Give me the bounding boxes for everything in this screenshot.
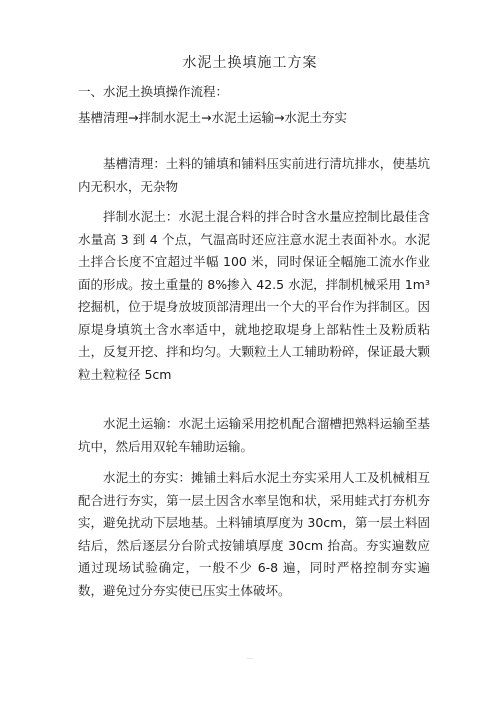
paragraph-compaction: 水泥土的夯实：摊铺土料后水泥土夯实采用人工及机械相互配合进行夯实，第一层土因含水率呈饱和状，采用蛙式打夯机夯实，避免扰动下层地基。土料铺填厚度为 30cm，第一层土料固结后，然后逐层分台阶式按铺填厚度 30cm 抬高。夯实遍数应通过现场试验确定，一般不少 6-8 遍，同时严格控制夯实遍数，避免过分夯实使已压实土体破坏。: [78, 470, 430, 598]
section-heading: 一、水泥土换填操作流程：: [78, 84, 229, 99]
paragraph-mixing: 拌制水泥土：水泥土混合料的拌合时含水量应控制比最佳含水量高 3 到 4 个点，气温高时还应注意水泥土表面补水。水泥土拌合长度不宜超过半幅 100 米，同时保证全幅施工流水作业面的形成。按土重量的 8%掺入 42.5 水泥，拌制机械采用 1m³ 挖掘机，位于堤身放坡顶部清理出一个大的平台作为拌制区。因原堤身填筑土含水率适中，就地挖取堤身上部粘性土及粉质粘土，反复开挖、拌和均匀。大颗粒土人工辅助粉碎，保证最大颗粒土粒粒径 5cm: [78, 209, 430, 382]
document-title: 水泥土换填施工方案: [182, 55, 318, 71]
process-flow-line: 基槽清理→拌制水泥土→水泥土运输→水泥土夯实: [78, 110, 347, 125]
page-footer-mark: [247, 658, 253, 659]
paragraph-trench-cleaning: 基槽清理：土料的铺填和铺料压实前进行清坑排水，使基坑内无积水，无杂物: [78, 156, 430, 194]
paragraph-transport: 水泥土运输：水泥土运输采用挖机配合溜槽把熟料运输至基坑中，然后用双轮车辅助运输。: [78, 416, 430, 454]
